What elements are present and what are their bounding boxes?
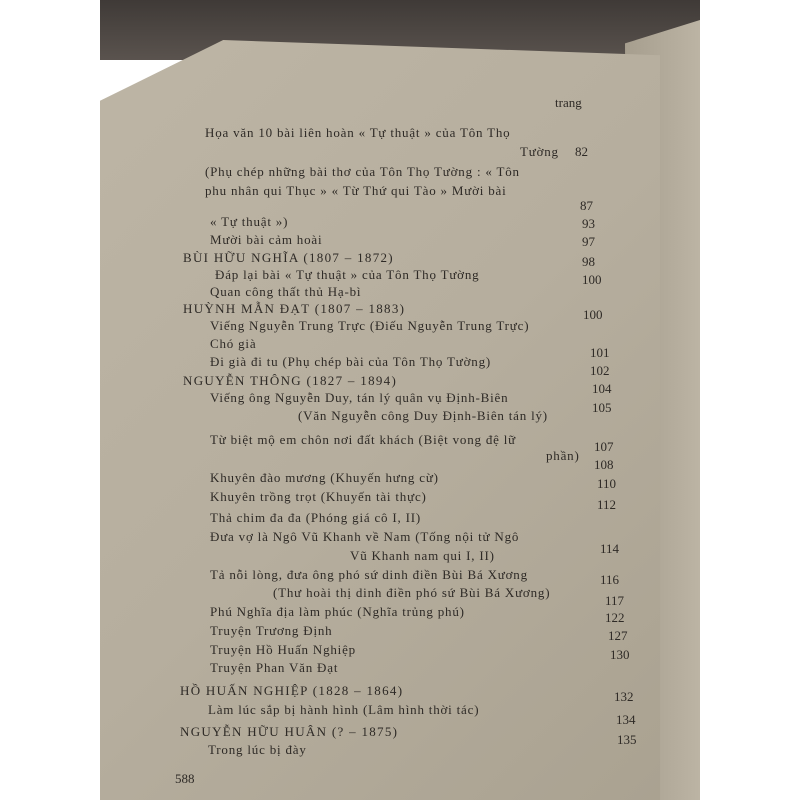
toc-page: 87 (580, 198, 593, 213)
toc-line: Họa văn 10 bài liên hoàn « Tự thuật » của Tôn Thọ (205, 125, 511, 140)
toc-line: Vũ Khanh nam qui I, II) (350, 548, 495, 563)
toc-page: 100 (582, 272, 602, 287)
toc-line: Truyện Trương Định (210, 623, 333, 638)
toc-page: 107 (594, 439, 614, 454)
toc-page: 102 (590, 363, 610, 378)
toc-line: Viếng Nguyễn Trung Trực (Điếu Nguyễn Trung Trực) (210, 318, 530, 333)
toc-line: (Văn Nguyễn công Duy Định-Biên tán lý) (298, 408, 548, 423)
toc-page: 112 (597, 497, 617, 512)
toc-line: phu nhân qui Thục » « Từ Thứ qui Tào » Mười bài (205, 183, 507, 198)
toc-line: Đưa vợ là Ngô Vũ Khanh về Nam (Tống nội tử Ngô (210, 529, 520, 544)
toc-line: Thả chim đa đa (Phóng giá cô I, II) (210, 510, 422, 525)
toc-line: Phú Nghĩa địa làm phúc (Nghĩa trủng phú) (210, 604, 465, 619)
toc-line: Mười bài cảm hoài (210, 232, 323, 247)
toc-page: 105 (592, 400, 612, 415)
toc-page: 132 (614, 689, 634, 704)
toc-line: Tường (520, 144, 559, 159)
page-column-header: trang (555, 95, 582, 110)
toc-line: phần) (546, 448, 580, 463)
toc-line: Trong lúc bị đày (208, 742, 307, 757)
toc-author: NGUYỄN HỮU HUÂN (? – 1875) (180, 724, 399, 739)
toc-page: 122 (605, 610, 625, 625)
toc-line: Viếng ông Nguyễn Duy, tán lý quân vụ Định-Biên (210, 390, 509, 405)
toc-line: Truyện Phan Văn Đạt (210, 660, 339, 675)
toc-line: Truyện Hồ Huấn Nghiệp (210, 642, 356, 657)
toc-page: 108 (594, 457, 614, 472)
toc-page: 134 (616, 712, 636, 727)
toc-line: (Phụ chép những bài thơ của Tôn Thọ Tường : « Tôn (205, 164, 520, 179)
toc-line: Quan công thất thủ Hạ-bì (210, 284, 362, 299)
toc-page: 82 (575, 144, 588, 159)
toc-line: « Tự thuật ») (210, 214, 289, 229)
toc-line: Làm lúc sắp bị hành hình (Lâm hình thời tác) (208, 702, 480, 717)
toc-line: Khuyên đào mương (Khuyến hưng cừ) (210, 470, 439, 485)
toc-page: 93 (582, 216, 595, 231)
toc-page: 100 (583, 307, 603, 322)
toc-author: HUỲNH MẪN ĐẠT (1807 – 1883) (183, 301, 406, 316)
toc-page: 116 (600, 572, 620, 587)
toc-author: NGUYỄN THÔNG (1827 – 1894) (183, 373, 398, 388)
toc-line: Tả nỗi lòng, đưa ông phó sứ dinh điền Bùi Bá Xương (210, 567, 528, 582)
toc-page: 127 (608, 628, 628, 643)
toc-page: 114 (600, 541, 620, 556)
toc-page: 101 (590, 345, 610, 360)
toc-page: 104 (592, 381, 612, 396)
toc-line: Đi già đi tu (Phụ chép bài của Tôn Thọ Tường) (210, 354, 491, 369)
folio-page-number: 588 (175, 771, 195, 786)
toc-line: Chó già (210, 336, 257, 351)
toc-page: 110 (597, 476, 617, 491)
toc-page: 135 (617, 732, 637, 747)
toc-line: Khuyên trồng trọt (Khuyến tài thực) (210, 489, 427, 504)
toc-line: (Thư hoài thị dinh điền phó sứ Bùi Bá Xương) (273, 585, 551, 600)
toc-line: Từ biệt mộ em chôn nơi đất khách (Biệt vong đệ lữ (210, 432, 517, 447)
toc-page: 117 (605, 593, 625, 608)
toc-line: Đáp lại bài « Tự thuật » của Tôn Thọ Tường (215, 267, 480, 282)
toc-page: 97 (582, 234, 595, 249)
toc-page: 130 (610, 647, 630, 662)
toc-page: 98 (582, 254, 595, 269)
toc-author: HỒ HUẤN NGHIỆP (1828 – 1864) (180, 683, 404, 698)
toc-author: BÙI HỮU NGHĨA (1807 – 1872) (183, 250, 394, 265)
background (0, 0, 100, 800)
